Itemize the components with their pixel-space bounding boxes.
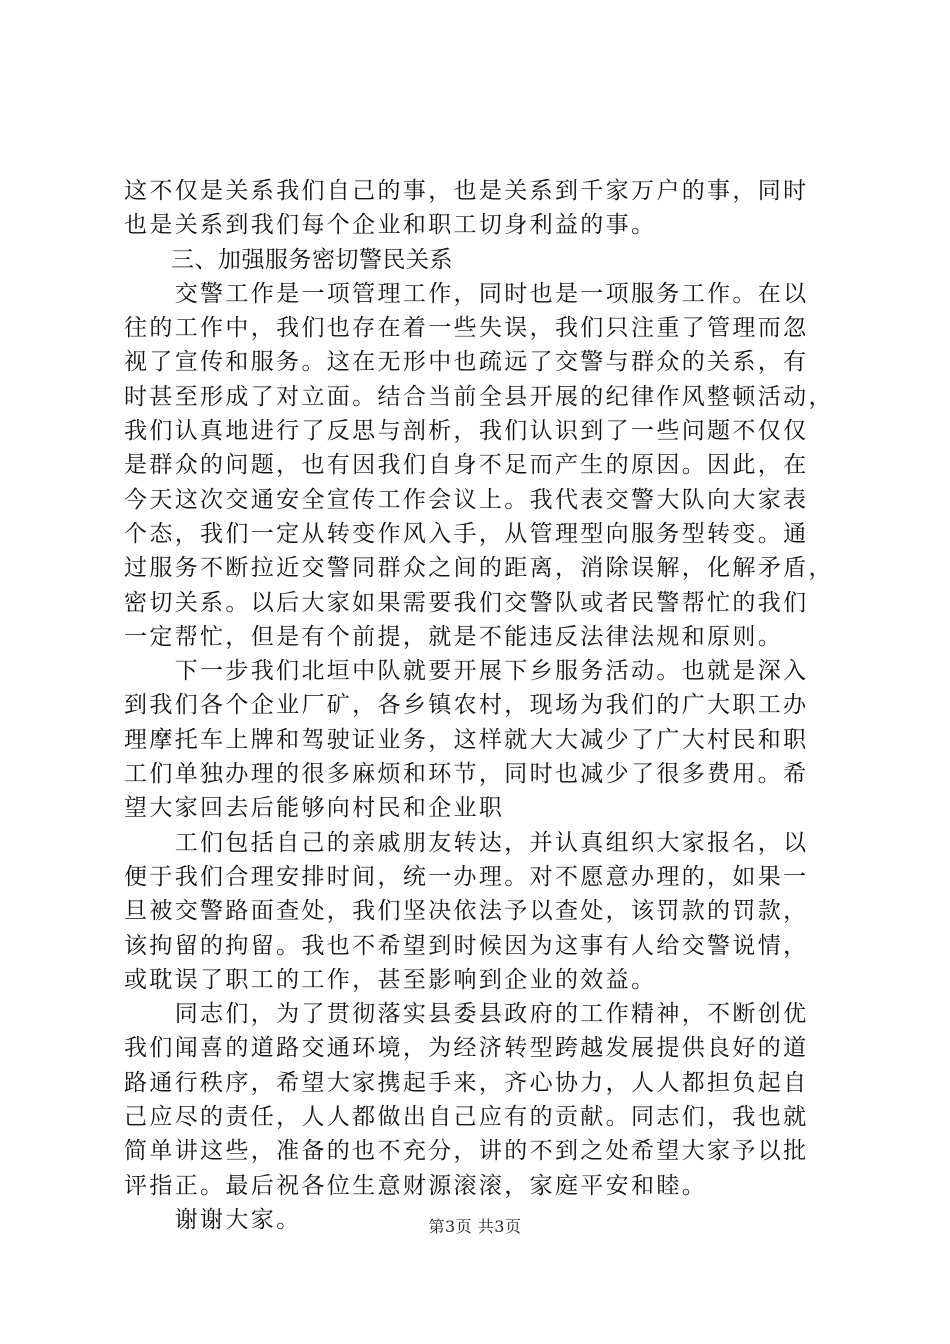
- section-heading: 三、加强服务密切警民关系: [124, 246, 453, 273]
- text-line: 这不仅是关系我们自己的事，也是关系到千家万户的事，同时: [124, 178, 809, 204]
- page-number-footer: 第3页 共3页: [428, 1217, 522, 1236]
- text-line: 该拘留的拘留。我也不希望到时候因为这事有人给交警说情，: [124, 932, 809, 959]
- text-line: 到我们各个企业厂矿，各乡镇农村，现场为我们的广大职工办: [124, 692, 809, 719]
- text-line: 也是关系到我们每个企业和职工切身利益的事。: [124, 212, 657, 239]
- text-line: 我们闻喜的道路交通环境，为经济转型跨越发展提供良好的道: [124, 1035, 809, 1062]
- body-text: [124, 174, 840, 1237]
- text-line: 是群众的问题，也有因我们自身不足而产生的原因。因此，在: [124, 452, 809, 479]
- text-line: 望大家回去后能够向村民和企业职: [124, 795, 505, 822]
- text-line: 下一步我们北垣中队就要开展下乡服务活动。也就是深入: [124, 658, 809, 685]
- text-line: 理摩托车上牌和驾驶证业务，这样就大大减少了广大村民和职: [124, 726, 809, 753]
- text-line: 工们包括自己的亲戚朋友转达，并认真组织大家报名，以: [124, 829, 809, 856]
- text-line: 或耽误了职工的工作，甚至影响到企业的效益。: [124, 966, 657, 993]
- text-line: 己应尽的责任，人人都做出自己应有的贡献。同志们，我也就: [124, 1104, 809, 1131]
- closing-line: 谢谢大家。: [124, 1206, 302, 1233]
- text-line: 时甚至形成了对立面。结合当前全县开展的纪律作风整顿活动，: [124, 383, 834, 410]
- text-line: 便于我们合理安排时间，统一办理。对不愿意办理的，如果一: [124, 863, 809, 890]
- text-line: 我们认真地进行了反思与剖析，我们认识到了一些问题不仅仅: [124, 418, 809, 445]
- text-line: 过服务不断拉近交警同群众之间的距离，消除误解，化解矛盾，: [124, 555, 834, 582]
- text-line: 一定帮忙，但是有个前提，就是不能违反法律法规和原则。: [124, 623, 784, 650]
- text-line: 旦被交警路面查处，我们坚决依法予以查处，该罚款的罚款，: [124, 898, 809, 925]
- text-line: 今天这次交通安全宣传工作会议上。我代表交警大队向大家表: [124, 486, 809, 513]
- text-line: 往的工作中，我们也存在着一些失误，我们只注重了管理而忽: [124, 315, 809, 342]
- text-line: 密切关系。以后大家如果需要我们交警队或者民警帮忙的我们: [124, 589, 809, 616]
- text-line: 视了宣传和服务。这在无形中也疏远了交警与群众的关系，有: [124, 349, 809, 376]
- text-line: 工们单独办理的很多麻烦和环节，同时也减少了很多费用。希: [124, 761, 809, 788]
- text-line: 交警工作是一项管理工作，同时也是一项服务工作。在以: [124, 280, 809, 307]
- text-line: 评指正。最后祝各位生意财源滚滚，家庭平安和睦。: [124, 1172, 708, 1199]
- text-line: 同志们，为了贯彻落实县委县政府的工作精神，不断创优: [124, 1001, 809, 1028]
- text-line: 个态，我们一定从转变作风入手，从管理型向服务型转变。通: [124, 520, 809, 547]
- text-line: 路通行秩序，希望大家携起手来，齐心协力，人人都担负起自: [124, 1069, 809, 1096]
- text-line: 简单讲这些，准备的也不充分，讲的不到之处希望大家予以批: [124, 1138, 809, 1165]
